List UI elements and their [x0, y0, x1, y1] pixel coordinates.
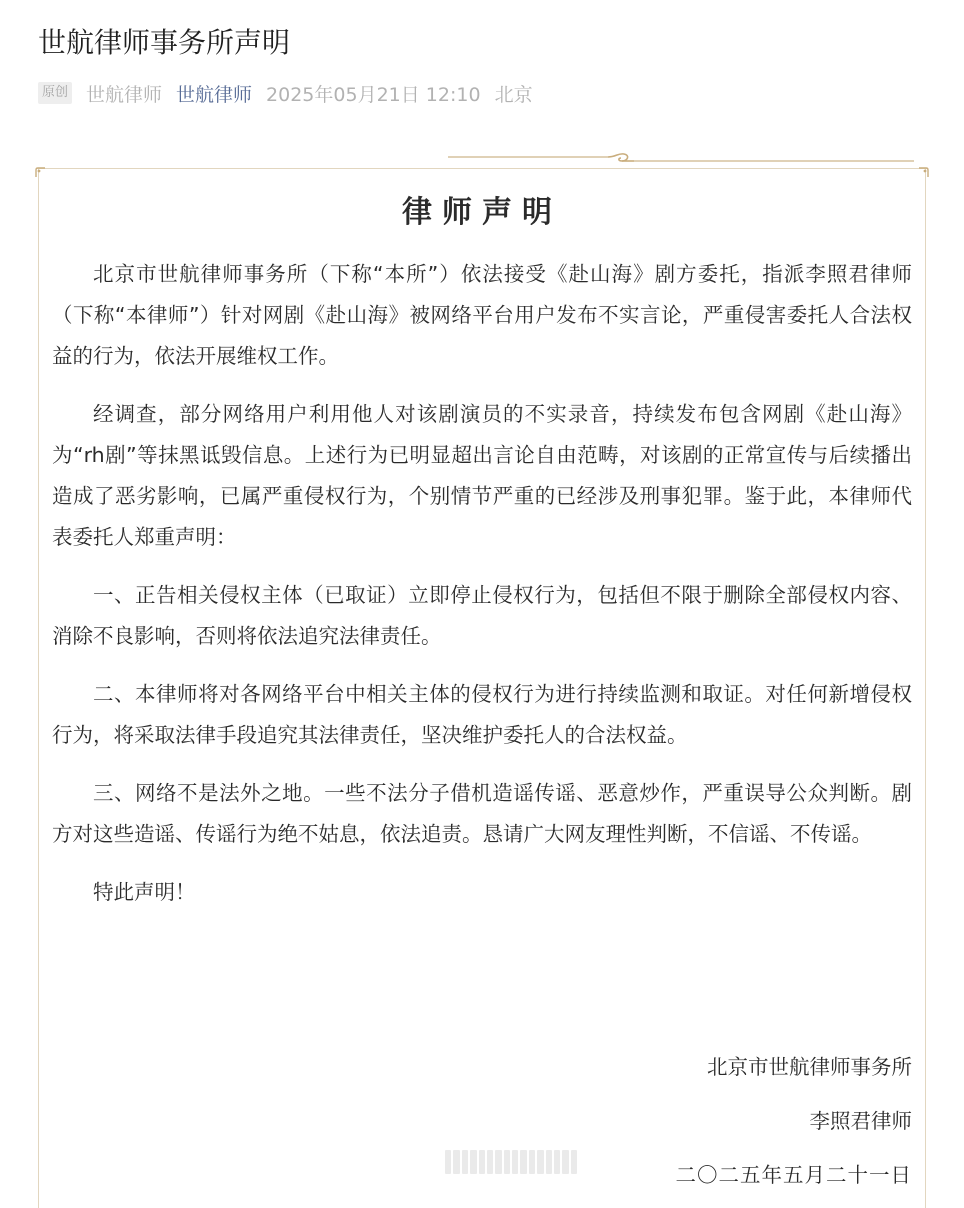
signature-lawyer: 李照君律师	[809, 1109, 912, 1133]
watermark-stripes-icon	[445, 1150, 577, 1174]
signature-date: 二〇二五年五月二十一日	[675, 1163, 912, 1187]
article-title: 世航律师事务所声明	[38, 26, 291, 59]
frame-ornament-icon	[448, 152, 914, 166]
signature-block	[676, 1040, 913, 1202]
account-link[interactable]: 世航律师	[176, 83, 253, 106]
statement-body	[52, 254, 912, 927]
signature-firm: 北京市世航律师事务所	[707, 1055, 912, 1079]
paragraph-point-three: 三、网络不是法外之地。一些不法分子借机造谣传谣、恶意炒作，严重误导公众判断。剧方对这些造谣、传谣行为绝不姑息，依法追责。恳请广大网友理性判断，不信谣、不传谣。	[52, 781, 912, 846]
publish-date: 2025年05月21日 12:10	[266, 83, 481, 106]
paragraph-point-one: 一、正告相关侵权主体（已取证）立即停止侵权行为，包括但不限于删除全部侵权内容、消除不良影响，否则将依法追究法律责任。	[52, 583, 912, 648]
paragraph-investigation: 经调查，部分网络用户利用他人对该剧演员的不实录音，持续发布包含网剧《赴山海》为“rh剧”等抹黑诋毁信息。上述行为已明显超出言论自由范畴，对该剧的正常宣传与后续播出造成了恶劣影响，已属严重侵权行为，个别情节严重的已经涉及刑事犯罪。鉴于此，本律师代表委托人郑重声明：	[52, 402, 912, 549]
original-badge: 原创	[38, 82, 72, 104]
corner-ornament-icon	[918, 166, 930, 178]
paragraph-point-two: 二、本律师将对各网络平台中相关主体的侵权行为进行持续监测和取证。对任何新增侵权行为，将采取法律手段追究其法律责任，坚决维护委托人的合法权益。	[52, 682, 912, 747]
paragraph-closing: 特此声明！	[93, 880, 196, 904]
article-meta	[38, 78, 533, 108]
statement-heading: 律师声明	[402, 195, 562, 230]
publish-location: 北京	[494, 83, 533, 106]
corner-ornament-icon	[34, 166, 46, 178]
author-name: 世航律师	[86, 83, 163, 106]
paragraph-intro: 北京市世航律师事务所（下称“本所”）依法接受《赴山海》剧方委托，指派李照君律师（下称“本律师”）针对网剧《赴山海》被网络平台用户发布不实言论，严重侵害委托人合法权益的行为，依法开展维权工作。	[52, 262, 912, 368]
